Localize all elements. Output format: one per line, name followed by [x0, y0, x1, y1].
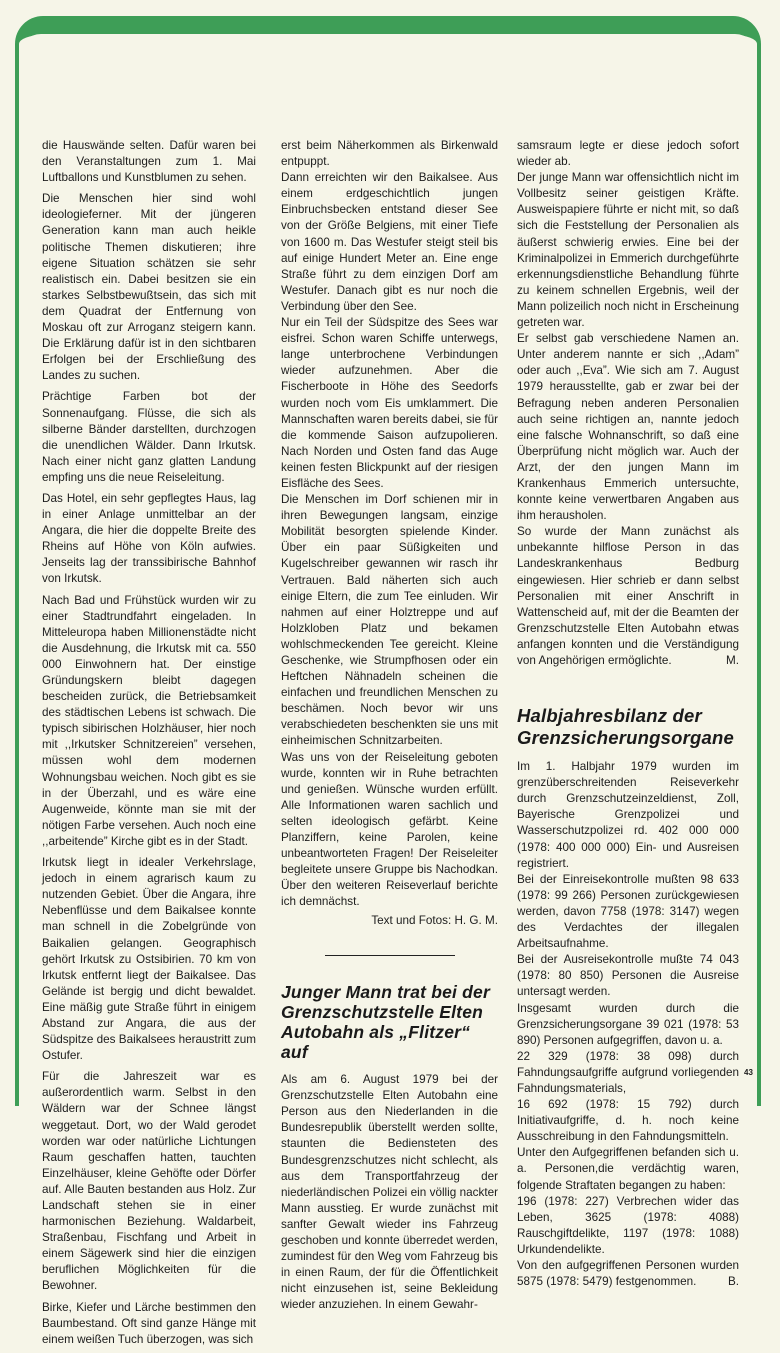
article-headline: Halbjahresbilanz der Grenzsicherungsorgane	[517, 705, 735, 749]
paragraph: Bei der Ausreisekontrolle mußte 74 043 (1978: 80 850) Personen die Ausreise untersagt werden.	[517, 953, 739, 999]
paragraph: die Hauswände selten. Dafür waren bei den Veranstaltungen zum 1. Mai Luftballons und Kunstblumen zu sehen.	[42, 139, 256, 185]
paragraph: Die Menschen im Dorf schienen mir in ihren Bewegungen langsam, einzige Mobilität besorgten spielende Kinder. Über ein paar Süßigkeiten und Kugelschreiber gewannen wir rasch ihr Vertrauen. Bald näherten sich auch einige Eltern, die zum Tee einluden. Wir nahmen auf einer Holztreppe und auf Holzkloben Platz und bekamen wohlschmeckenden Tee gereicht. Kleine Geschenke, wie Strumpfhosen oder ein Heftchen Nähnadeln scheinen die einfachen und freundlichen Menschen zu beschämen. Noch bevor wir uns verabschiedeten beschenkten sie uns mit einheimischen Schnitzarbeiten.	[281, 493, 498, 748]
column-3	[517, 138, 739, 1290]
paragraph	[517, 1258, 739, 1290]
paragraph: 16 692 (1978: 15 792) durch Initiativaufgriffe, d. h. noch keine Ausschreibung in den Fahndungsmitteln.	[517, 1098, 739, 1144]
paragraph-text: Von den aufgegriffenen Personen wurden 5875 (1978: 5479) festgenommen.	[517, 1259, 739, 1289]
paragraph: 22 329 (1978: 38 098) durch Fahndungsaufgriffe aufgrund vorliegenden Fahndungsmaterials,	[517, 1049, 739, 1095]
paragraph: Birke, Kiefer und Lärche bestimmen den Baumbestand. Oft sind ganze Hänge mit einem weißen Tuch überzogen, was sich	[42, 1300, 256, 1346]
paragraph: Dann erreichten wir den Baikalsee. Aus einem erdgeschichtlich jungen Einbruchsbecken entstand dieser See von der Größe Belgiens, mit einer Tiefe von 1600 m. Das Westufer steigt steil bis auf einige Hundert Meter an. Eine enge Straße führt zu dem einzigen Dorf am Westufer. Danach gibt es nur noch die Verbindung über den See.	[281, 171, 498, 313]
paragraph: Das Hotel, ein sehr gepflegtes Haus, lag in einer Anlage unmittelbar an der Angara, die hier die doppelte Breite des Rheins auf Höhe von Köln aufwies. Jenseits lag der transsibirische Bahnhof von Irkutsk.	[42, 491, 256, 586]
paragraph: samsraum legte er diese jedoch sofort wieder ab.	[517, 139, 739, 169]
paragraph: 196 (1978: 227) Verbrechen wider das Leben, 3625 (1978: 4088) Rauschgiftdelikte, 1197 (1978: 1088) Urkundendelikte.	[517, 1194, 739, 1256]
article-headline: Junger Mann trat bei der Grenzschutzstelle Elten Autobahn als „Flitzer“ auf	[281, 982, 490, 1063]
paragraph	[517, 524, 739, 669]
paragraph: erst beim Näherkommen als Birkenwald entpuppt.	[281, 139, 498, 169]
paragraph: Die Menschen hier sind wohl ideologieferner. Mit der jüngeren Generation kann man auch heikle politische Themen diskutieren; ihre eigene Situation schätzen sie sehr realistisch ein. Dabei besitzen sie ein starkes Selbstbewußtsein, das sich mit dem Quadrat der Entfernung von Moskau oft zur Arroganz steigern kann. Die Erklärung dafür ist in den sichtbaren Erfolgen bei der Erschließung des Landes zu suchen.	[42, 192, 256, 383]
paragraph: Was uns von der Reiseleitung geboten wurde, konnten wir in Ruhe betrachten und genießen. Wünsche wurden erfüllt. Alle Informationen waren sachlich und selten ideologisch gefärbt. Keine Planziffern, keine Parolen, keine unbeantworteten Fragen! Der Reiseleiter begleitete unsere Gruppe bis Nachodkan. Über den weiteren Reiseverlauf berichte ich demnächst.	[281, 750, 498, 909]
author-signature: B.	[727, 1275, 739, 1289]
paragraph: Er selbst gab verschiedene Namen an. Unter anderem nannte er sich ,,Adam” oder auch ,,Eva”. Wie sich am 7. August 1979 herausstellte, gab er zwar bei der Befragung neben anderen Personalien auch seine richtigen an, nannte jedoch eine falsche Wohnanschrift, so daß eine Überprüfung nicht möglich war. Auch der Arzt, der den jungen Mann im Krankenhaus Emmerich untersuchte, konnte keine verwertbaren Angaben aus ihm herausholen.	[517, 332, 739, 523]
paragraph: Der junge Mann war offensichtlich nicht im Vollbesitz seiner geistigen Kräfte. Ausweispapiere führte er nicht mit, so daß sich die Feststellung der Personalien als äußerst schwierig erwies. Eine bei der Kriminalpolizei in Emmerich durchgeführte erkennungsdienstliche Behandlung führte zu keinem schnellen Ergebnis, weil der Mann polizeilich noch nicht in Erscheinung getreten war.	[517, 171, 739, 330]
paragraph: Prächtige Farben bot der Sonnenaufgang. Flüsse, die sich als silberne Bänder darstellten, durchzogen die unendlichen Wälder. Dann Irkutsk. Nach einer nicht ganz glatten Landung empfing uns die neue Reiseleitung.	[42, 390, 256, 484]
column-1	[42, 138, 256, 1353]
photo-credit: Text und Fotos: H. G. M.	[371, 913, 498, 927]
paragraph: Bei der Einreisekontrolle mußten 98 633 (1978: 99 266) Personen zurückgewiesen werden, davon 7758 (1978: 3147) wegen des Verdachtes der illegalen Arbeitsaufnahme.	[517, 872, 739, 951]
section-divider	[325, 955, 455, 957]
paragraph: Für die Jahreszeit war es außerordentlich warm. Selbst in den Wäldern war der Schnee längst weggetaut. Dort, wo der Wald gerodet worden war oder natürliche Lichtungen Raum geschaffen hatten, tauchten Einzelhäuser, kleine Gehöfte oder Dörfer auf. Alle Bauten bestanden aus Holz. Zur Landschaft stehen sie in einer harmonischen Beziehung. Waldarbeit, Straßenbau, Fischfang und Arbeit in einem Sägewerk sind hier die einzigen beruflichen Möglichkeiten für die Bewohner.	[42, 1070, 256, 1293]
paragraph: Im 1. Halbjahr 1979 wurden im grenzüberschreitenden Reiseverkehr durch Grenzschutzeinzeldienst, Zoll, Bayerische Grenzpolizei und Wasserschutzpolizei rd. 402 000 000 (1978: 400 000 000) Ein- und Ausreisen registriert.	[517, 760, 739, 870]
paragraph: Nur ein Teil der Südspitze des Sees war eisfrei. Schon waren Schiffe unterwegs, lange unterbrochene Verbindungen wieder aufzunehmen. Aber die Fischerboote in Höhe des Seedorfs wurden noch vom Eis umklammert. Die Mannschaften waren bereits dabei, sie für die kommende Saison aufzupolieren. Nach Norden und Osten fand das Auge keinen festen Blickpunkt auf der riesigen Eisfläche des Sees.	[281, 316, 498, 490]
page-number: 43	[744, 1068, 753, 1077]
paragraph: Als am 6. August 1979 bei der Grenzschutzstelle Elten Autobahn eine Person aus den Niederlanden in die Bundesrepublik überstellt werden sollte, staunten die Bediensteten des Bundesgrenzschutzes nicht schlecht, als aus dem Transportfahrzeug der niederländischen Polizei ein völlig nackter Mann ausstieg. Er wurde zunächst mit sanfter Gewalt wieder ins Fahrzeug geschoben und konnte überredet werden, zumindest für den Weg vom Fahrzeug bis in einen Raum, der für die Öffentlichkeit nicht einzusehen ist, seine Bekleidung wieder anzuziehen. In einem Gewahr-	[281, 1073, 498, 1312]
author-signature: M.	[726, 654, 739, 667]
paragraph: Unter den Aufgegriffenen befanden sich u. a. Personen,die verdächtig waren, folgende Straftaten begangen zu haben:	[517, 1146, 739, 1192]
column-2	[281, 138, 498, 1314]
paragraph: Insgesamt wurden durch die Grenzsicherungsorgane 39 021 (1978: 53 890) Personen aufgegriffen, davon u. a.	[517, 1001, 739, 1047]
paragraph: Irkutsk liegt in idealer Verkehrslage, jedoch in einem agrarisch kaum zu nutzenden Gebiet. Über die Angara, ihre Nebenflüsse und dem Baikalsee konnte man schnell in die Zobelgründe von Baikalien gelangen. Geographisch gehört Irkutsk zu Ostsibirien. 70 km von Irkutsk entfernt liegt der Baikalsee. Das Gelände ist bergig und dicht bewaldet. Eine mäßig gute Straße führt in einigem Abstand zur Angara, die aus der Südspitze des Baikalsees heraustritt zum Ostufer.	[42, 856, 256, 1063]
paragraph: Nach Bad und Frühstück wurden wir zu einer Stadtrundfahrt eingeladen. In Mitteleuropa haben Millionenstädte nicht die Ausdehnung, die Irkutsk mit ca. 550 000 Einwohnern hat. Der einstige Gründungskern bleibt dagegen bescheiden zurück, die Betriebsamkeit des städtischen Lebens ist schwach. Die typisch sibirischen Holzhäuser, hier noch mit ,,Irkutsker Schnitzereien” versehen, müssen wohl dem modernen Wohnungsbau weichen. Noch gibt es sie in der Überzahl, und es wäre eine Augenweide, könnte man sie mit der nötigen Farbe versehen. Auch noch eine ,,arbeitende” Kirche gibt es in der Stadt.	[42, 593, 256, 848]
paragraph-text: So wurde der Mann zunächst als unbekannte hilflose Person in das Landeskrankenhaus Bedburg eingewiesen. Hier schrieb er dann selbst Personalien mit einer Anschrift in Wattenscheid auf, mit der die Beamten der Grenzschutzstelle Elten Autobahn etwas anfangen konnten und die Verständigung von Angehörigen ermöglichte.	[517, 525, 739, 667]
